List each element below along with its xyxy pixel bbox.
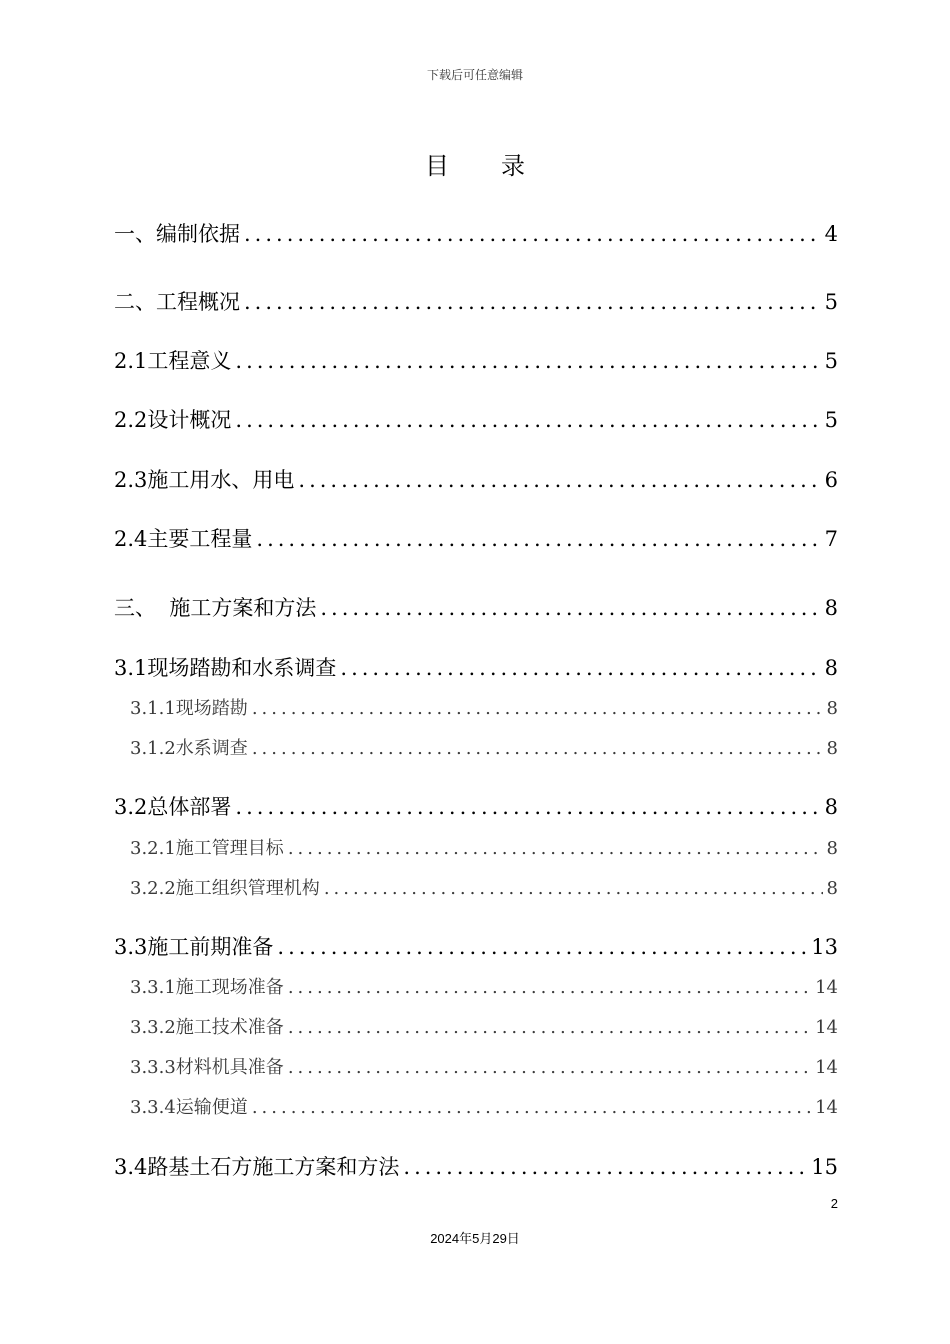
toc-entry[interactable] (114, 592, 838, 622)
toc-subentry[interactable] (130, 1013, 838, 1039)
toc-entry-label: 2.1工程意义 (114, 349, 232, 373)
toc-entry[interactable] (114, 286, 838, 316)
dot-leader (252, 738, 823, 759)
dot-leader (320, 596, 820, 620)
toc-entry[interactable] (114, 523, 838, 553)
toc-entry-page: 5 (824, 408, 838, 432)
toc-entry-page: 4 (824, 222, 838, 246)
toc-entry-label: 二、工程概况 (114, 290, 240, 314)
page-title: 目录 (425, 152, 577, 180)
toc-entry[interactable] (114, 931, 838, 961)
toc-entry-label: 3.2.2施工组织管理机构 (130, 878, 320, 899)
toc-entry[interactable] (114, 218, 838, 248)
page-number: 2 (830, 1196, 838, 1211)
toc-entry-page: 8 (826, 738, 838, 759)
dot-leader (235, 795, 820, 819)
toc-entry-page: 8 (826, 838, 838, 859)
toc-entry-page: 5 (824, 290, 838, 314)
toc-entry-page: 8 (824, 795, 838, 819)
toc-entry-page: 14 (815, 1097, 838, 1118)
toc-entry-label: 3.4路基土石方施工方案和方法 (114, 1155, 400, 1179)
dot-leader (288, 977, 811, 998)
toc-entry-label: 3.3.4运输便道 (130, 1097, 248, 1118)
toc-entry-label: 3.1现场踏勘和水系调查 (114, 656, 337, 680)
toc-entry-page: 6 (824, 468, 838, 492)
dot-leader (403, 1155, 807, 1179)
toc-entry-label: 3.1.1现场踏勘 (130, 698, 248, 719)
toc-subentry[interactable] (130, 694, 838, 720)
toc-entry-page: 14 (815, 1057, 838, 1078)
dot-leader (235, 349, 820, 373)
toc-subentry[interactable] (130, 1093, 838, 1119)
toc-entry-page: 14 (815, 977, 838, 998)
toc-entry-page: 5 (824, 349, 838, 373)
toc-subentry[interactable] (130, 874, 838, 900)
toc-entry[interactable] (114, 345, 838, 375)
dot-leader (244, 290, 821, 314)
toc-entry[interactable] (114, 404, 838, 434)
dot-leader (288, 1057, 811, 1078)
toc-subentry[interactable] (130, 1053, 838, 1079)
toc-entry-page: 7 (824, 527, 838, 551)
toc-subentry[interactable] (130, 834, 838, 860)
toc-entry-page: 8 (826, 698, 838, 719)
toc-entry-label: 3.2总体部署 (114, 795, 232, 819)
toc-entry-page: 13 (811, 935, 838, 959)
dot-leader (277, 935, 807, 959)
toc-entry[interactable] (114, 791, 838, 821)
toc-entry-label: 3.3.2施工技术准备 (130, 1017, 284, 1038)
dot-leader (256, 527, 820, 551)
toc-entry-label: 2.2设计概况 (114, 408, 232, 432)
dot-leader (235, 408, 820, 432)
header-note: 下载后可任意编辑 (426, 68, 523, 82)
footer-date: 2024年5月29日 (430, 1231, 520, 1246)
dot-leader (288, 1017, 811, 1038)
toc-entry-label: 3.3.3材料机具准备 (130, 1057, 284, 1078)
toc-subentry[interactable] (130, 734, 838, 760)
toc-entry-label: 3.2.1施工管理目标 (130, 838, 284, 859)
toc-entry-label: 一、编制依据 (114, 222, 240, 246)
toc-entry[interactable] (114, 1151, 838, 1181)
toc-entry-page: 8 (824, 596, 838, 620)
dot-leader (288, 838, 823, 859)
toc-entry-page: 8 (824, 656, 838, 680)
toc-entry-label: 2.3施工用水、用电 (114, 468, 295, 492)
toc-entry[interactable] (114, 652, 838, 682)
dot-leader (252, 698, 823, 719)
toc-entry-label: 3.1.2水系调查 (130, 738, 248, 759)
toc-entry-label: 三、 施工方案和方法 (114, 596, 317, 620)
toc-entry-label: 2.4主要工程量 (114, 527, 253, 551)
toc-entry-page: 8 (826, 878, 838, 899)
dot-leader (298, 468, 820, 492)
dot-leader (340, 656, 820, 680)
toc-entry-label: 3.3施工前期准备 (114, 935, 274, 959)
dot-leader (252, 1097, 811, 1118)
toc-entry-page: 15 (811, 1155, 838, 1179)
toc-entry[interactable] (114, 464, 838, 494)
toc-entry-page: 14 (815, 1017, 838, 1038)
dot-leader (244, 222, 821, 246)
toc-subentry[interactable] (130, 973, 838, 999)
dot-leader (324, 878, 823, 899)
toc-entry-label: 3.3.1施工现场准备 (130, 977, 284, 998)
